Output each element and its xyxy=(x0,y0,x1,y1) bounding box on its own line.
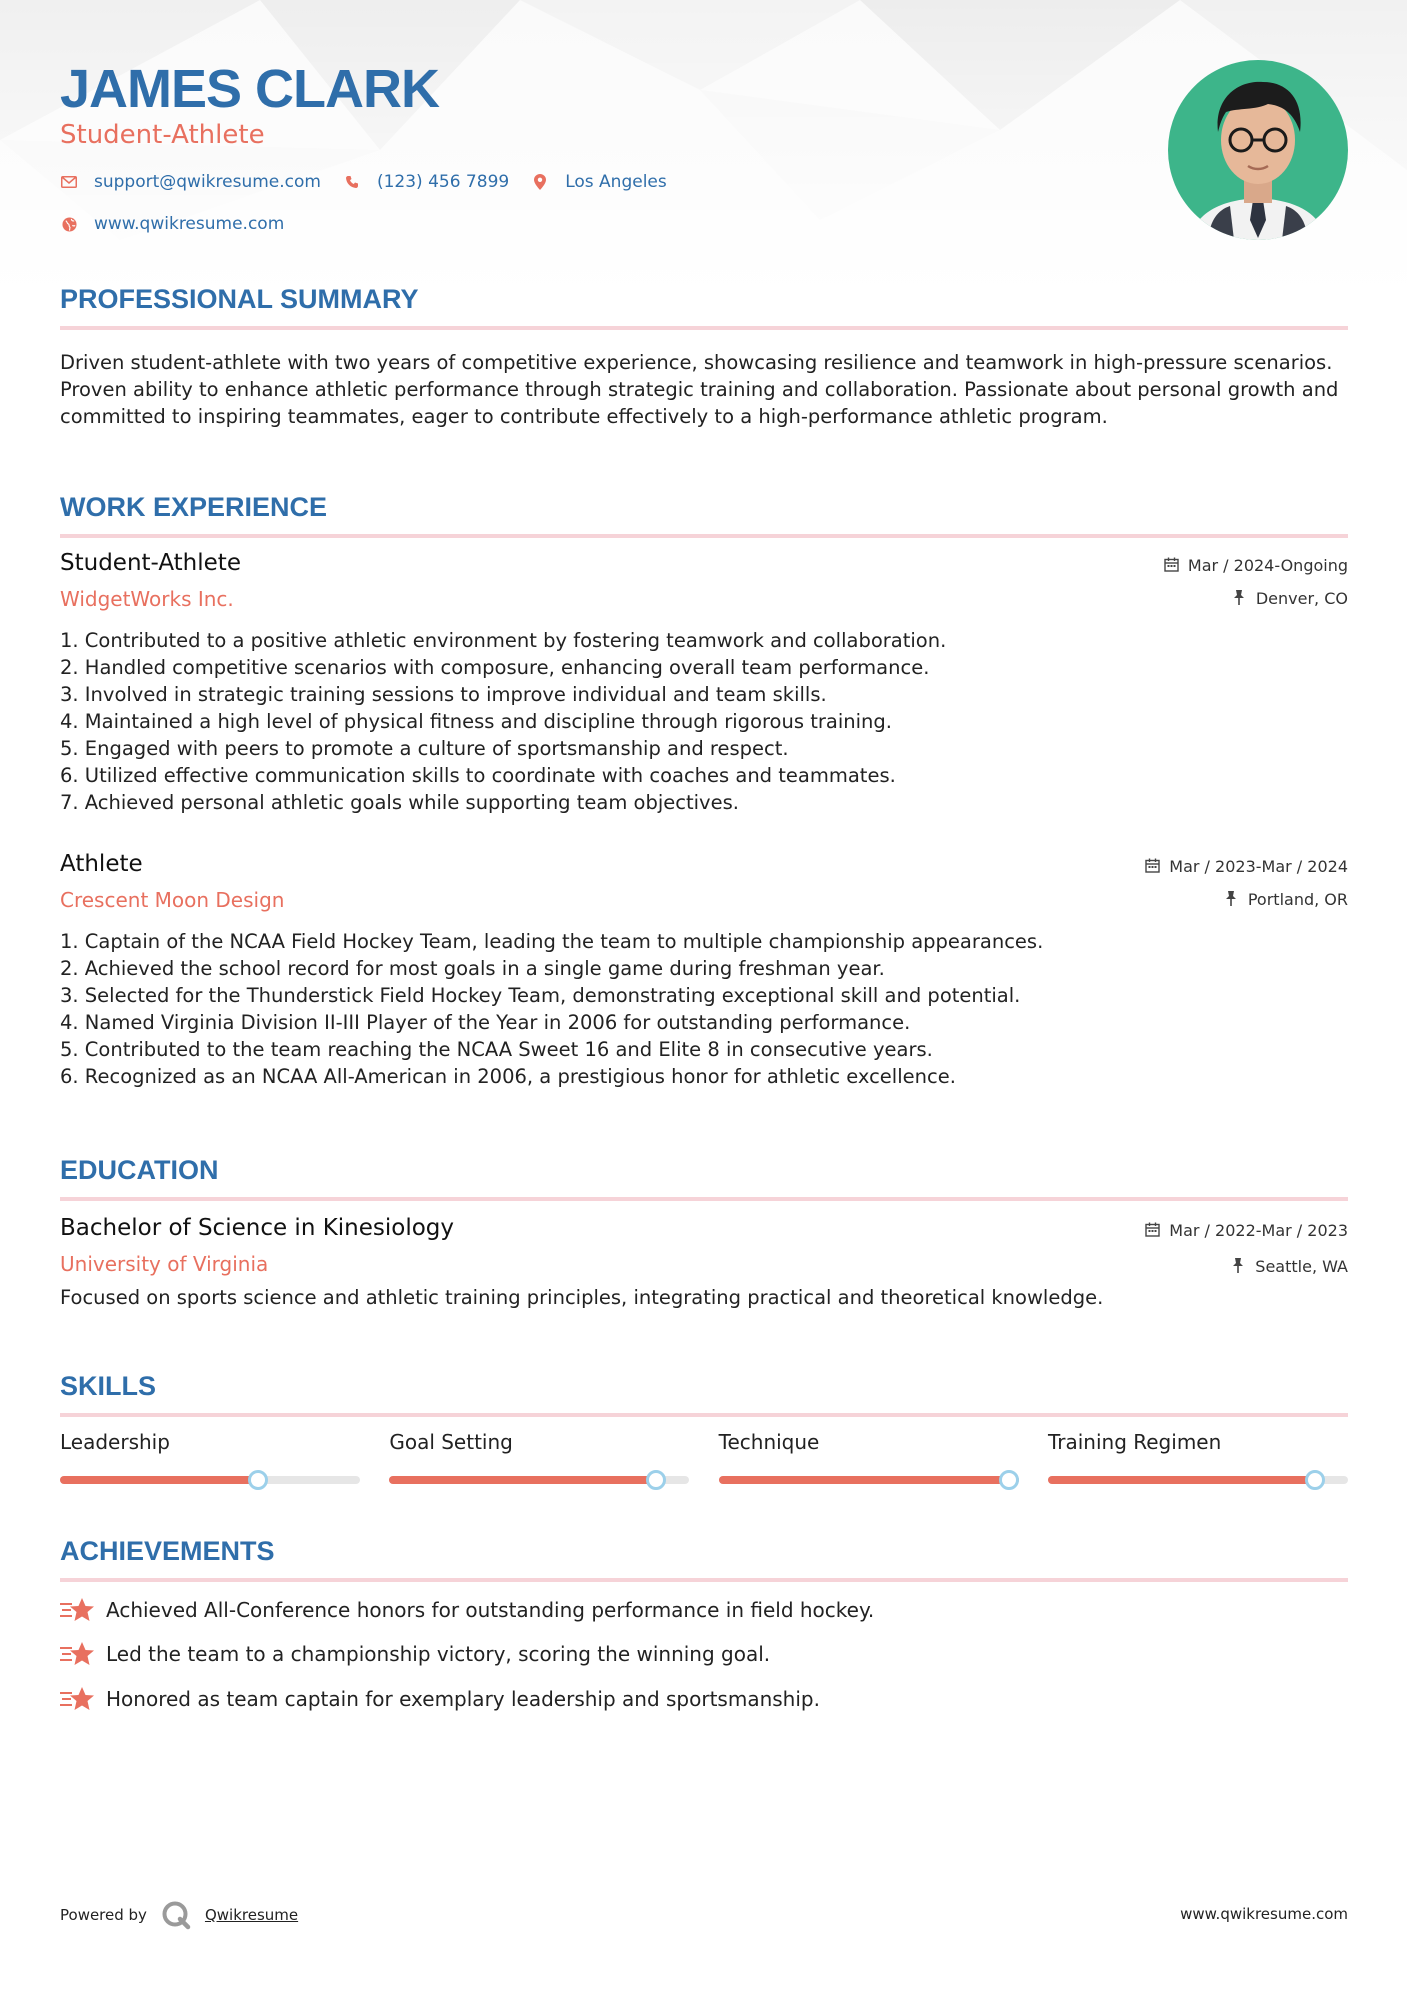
skill-item xyxy=(719,1428,1019,1484)
skills-heading: SKILLS xyxy=(60,1371,157,1401)
candidate-name: JAMES CLARK xyxy=(60,59,440,119)
achievement-item xyxy=(60,1685,820,1713)
achievement-text: Honored as team captain for exemplary leadership and sportsmanship. xyxy=(106,1687,820,1711)
list-item: 6. Recognized as an NCAA All-American in 2006, a prestigious honor for athletic excellence. xyxy=(60,1065,956,1088)
section-divider xyxy=(60,1197,1348,1201)
skill-name: Technique xyxy=(718,1430,820,1454)
contact-row-website xyxy=(60,214,306,234)
achievement-item xyxy=(60,1640,770,1668)
skill-bar-fill xyxy=(389,1476,656,1484)
section-divider xyxy=(60,1578,1348,1582)
section-divider xyxy=(60,326,1348,330)
skill-item xyxy=(1048,1428,1348,1484)
summary-section xyxy=(60,282,1348,430)
globe-icon xyxy=(60,215,78,233)
skill-bar xyxy=(60,1476,360,1484)
achievement-text: Led the team to a championship victory, scoring the winning goal. xyxy=(106,1642,771,1666)
calendar-icon xyxy=(1164,557,1180,573)
education-entry xyxy=(60,1213,1348,1311)
job-location xyxy=(1145,888,1348,910)
pushpin-icon xyxy=(1232,590,1248,606)
resume-page xyxy=(60,0,1348,1990)
education-description: Focused on sports science and athletic training principles, integrating practical and theoretical knowledge. xyxy=(60,1286,1104,1309)
candidate-role: Student-Athlete xyxy=(60,120,265,150)
contact-phone[interactable] xyxy=(343,172,509,192)
education-dates-text: Mar / 2022-Mar / 2023 xyxy=(1169,1220,1348,1240)
summary-text: Driven student-athlete with two years of competitive experience, showcasing resilience and teamwork in high-pressure scenarios. Proven ability to enhance athletic performance through strategic training and collaboration. Passionate about personal growth and committed to inspiring teammates, eager to contribute effectively to a high-performance athletic program. xyxy=(60,351,1339,428)
skill-bar-fill xyxy=(719,1476,1019,1484)
list-item: 4. Named Virginia Division II-III Player of the Year in 2006 for outstanding performance. xyxy=(60,1011,911,1034)
job-entry xyxy=(60,548,1348,816)
experience-section xyxy=(60,490,1348,538)
phone-text: (123) 456 7899 xyxy=(376,172,510,192)
degree-title: Bachelor of Science in Kinesiology xyxy=(60,1215,455,1241)
education-heading: EDUCATION xyxy=(60,1155,219,1185)
list-item: 4. Maintained a high level of physical fitness and discipline through rigorous training. xyxy=(60,710,892,733)
job-dates xyxy=(1164,554,1348,576)
skill-bar-fill xyxy=(1048,1476,1315,1484)
skill-bar-knob xyxy=(999,1470,1019,1490)
brand-link[interactable]: Qwikresume xyxy=(204,1906,299,1924)
education-location-text: Seattle, WA xyxy=(1255,1256,1348,1276)
list-item: 6. Utilized effective communication skills to coordinate with coaches and teammates. xyxy=(60,764,896,787)
job-entry xyxy=(60,849,1348,1090)
contact-row xyxy=(60,172,689,192)
skill-item xyxy=(60,1428,360,1484)
job-bullets xyxy=(60,928,1348,1090)
job-dates-text: Mar / 2024-Ongoing xyxy=(1187,555,1348,575)
phone-icon xyxy=(343,173,361,191)
website-text: www.qwikresume.com xyxy=(94,214,285,234)
profile-photo xyxy=(1168,60,1348,240)
section-divider xyxy=(60,534,1348,538)
shooting-star-icon xyxy=(60,1685,94,1713)
job-location-text: Portland, OR xyxy=(1247,889,1348,909)
achievements-section xyxy=(60,1534,1348,1582)
list-item: 5. Engaged with peers to promote a culture of sportsmanship and respect. xyxy=(60,737,789,760)
list-item: 3. Selected for the Thunderstick Field Hockey Team, demonstrating exceptional skill and potential. xyxy=(60,984,1021,1007)
job-company: Crescent Moon Design xyxy=(60,888,285,912)
shooting-star-icon xyxy=(60,1596,94,1624)
list-item: 2. Achieved the school record for most goals in a single game during freshman year. xyxy=(60,957,885,980)
list-item: 7. Achieved personal athletic goals while supporting team objectives. xyxy=(60,791,739,814)
skill-bar-knob xyxy=(646,1470,666,1490)
powered-by-label: Powered by xyxy=(60,1906,147,1924)
job-company: WidgetWorks Inc. xyxy=(60,587,234,611)
contact-website[interactable] xyxy=(60,214,284,234)
job-bullets xyxy=(60,627,1348,816)
achievement-item xyxy=(60,1596,874,1624)
skill-name: Goal Setting xyxy=(389,1430,513,1454)
skill-name: Training Regimen xyxy=(1047,1430,1222,1454)
job-title: Student-Athlete xyxy=(60,550,241,576)
skill-name: Leadership xyxy=(60,1430,170,1454)
job-title: Athlete xyxy=(60,851,143,877)
list-item: 5. Contributed to the team reaching the NCAA Sweet 16 and Elite 8 in consecutive years. xyxy=(60,1038,933,1061)
skill-bar xyxy=(719,1476,1019,1484)
footer-powered-by xyxy=(60,1900,298,1930)
job-location xyxy=(1164,587,1348,609)
skill-bar-fill xyxy=(60,1476,258,1484)
education-dates xyxy=(1145,1219,1348,1241)
job-dates-text: Mar / 2023-Mar / 2024 xyxy=(1169,856,1348,876)
contact-location xyxy=(531,172,667,192)
skills-section xyxy=(60,1369,1348,1417)
education-section xyxy=(60,1153,1348,1201)
skill-bar-knob xyxy=(248,1470,268,1490)
skill-bar-knob xyxy=(1305,1470,1325,1490)
skill-bar xyxy=(389,1476,689,1484)
location-text: Los Angeles xyxy=(565,172,667,192)
qwikresume-logo-icon xyxy=(161,1900,191,1930)
section-divider xyxy=(60,1413,1348,1417)
summary-heading: PROFESSIONAL SUMMARY xyxy=(60,284,419,314)
education-meta xyxy=(1145,1219,1348,1277)
pushpin-icon xyxy=(1224,891,1240,907)
school-name: University of Virginia xyxy=(60,1252,269,1276)
map-pin-icon xyxy=(531,173,549,191)
job-location-text: Denver, CO xyxy=(1255,588,1348,608)
list-item: 1. Contributed to a positive athletic environment by fostering teamwork and collaboration. xyxy=(60,629,947,652)
list-item: 3. Involved in strategic training sessions to improve individual and team skills. xyxy=(60,683,827,706)
list-item: 2. Handled competitive scenarios with composure, enhancing overall team performance. xyxy=(60,656,930,679)
skill-item xyxy=(389,1428,689,1484)
calendar-icon xyxy=(1145,858,1161,874)
education-location xyxy=(1145,1255,1348,1277)
pushpin-icon xyxy=(1231,1258,1247,1274)
skill-bar xyxy=(1048,1476,1348,1484)
contact-email[interactable] xyxy=(60,172,321,192)
footer-website[interactable]: www.qwikresume.com xyxy=(1180,1905,1348,1923)
job-dates xyxy=(1145,855,1348,877)
email-text: support@qwikresume.com xyxy=(94,172,321,192)
calendar-icon xyxy=(1145,1222,1161,1238)
list-item: 1. Captain of the NCAA Field Hockey Team, leading the team to multiple championship appearances. xyxy=(60,930,1044,953)
envelope-icon xyxy=(60,173,78,191)
job-meta xyxy=(1145,855,1348,910)
experience-heading: WORK EXPERIENCE xyxy=(60,492,328,522)
shooting-star-icon xyxy=(60,1640,94,1668)
job-meta xyxy=(1164,554,1348,609)
achievement-text: Achieved All-Conference honors for outstanding performance in field hockey. xyxy=(106,1598,875,1622)
skills-list xyxy=(60,1428,1348,1484)
achievements-heading: ACHIEVEMENTS xyxy=(60,1536,275,1566)
